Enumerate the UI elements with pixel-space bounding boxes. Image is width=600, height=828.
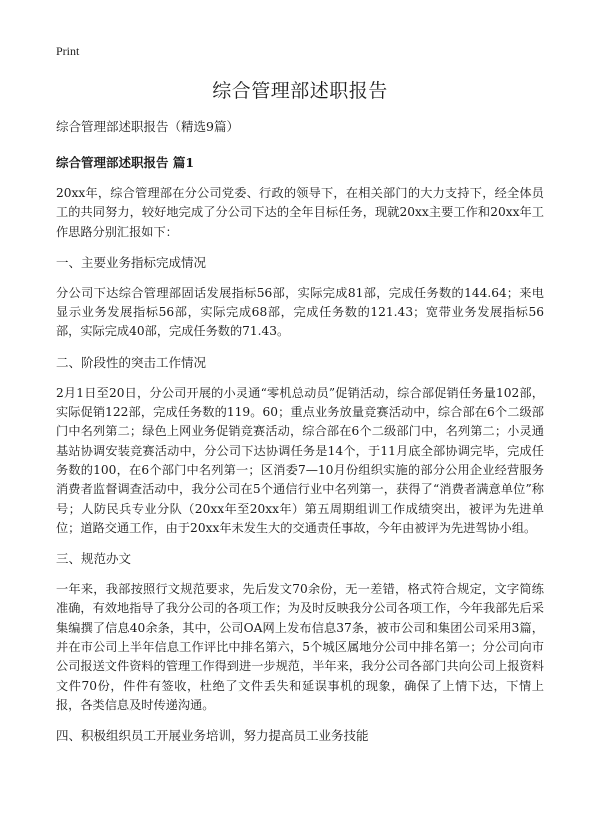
section-body-1: 分公司下达综合管理部固话发展指标56部，实际完成81部，完成任务数的144.64；来电显示业务发展指标56部，实际完成68部，完成任务数的121.43；宽带业务发展指标56部，实际完成40部，完成任务数的71.43。 [56, 285, 544, 339]
section-body-2: 2月1日至20日，分公司开展的小灵通“零机总动员”促销活动，综合部促销任务量102部，实际促销122部，完成任务数的119。60；重点业务放量竞赛活动中，综合部在6个二级部门中名列第二；绿色上网业务促销竞赛活动，综合部在6个二级部门中，名列第二；小灵通基站协调安装竞赛活动中，分公司下达协调任务是14个，于11月底全部协调完毕，完成任务数的100，在6个部门中名列第一；区消委7—10月份组织实施的部分公用企业经营服务消费者监督调查活动中，我分公司在5个通信行业中名列第一，获得了“消费者满意单位”称号；人防民兵专业分队（20xx年至20xx年）第五周期组训工作成绩突出，被评为先进单位；道路交通工作，由于20xx年未发生大的交通责任事故，今年由被评为先进驾协小组。 [56, 385, 544, 535]
document-title: 综合管理部述职报告 [212, 80, 388, 102]
section-heading-1: 一、主要业务指标完成情况 [56, 254, 207, 270]
section-body-3: 一年来，我部按照行文规范要求，先后发文70余份，无一差错，格式符合规定，文字简练准确，有效地指导了我分公司的各项工作；为及时反映我分公司各项工作，今年我部先后采集编撰了信息40余条，其中，公司OA网上发布信息37条，被市公司和集团公司采用3篇，并在市公司上半年信息工作评比中排名第六，5个城区属地分公司中排名第一；分公司向市公司报送文件资料的管理工作得到进一步规范，半年来，我分公司各部门共向公司上报资料文件70份，件件有签收，杜绝了文件丢失和延误事机的现象，确保了上情下达，下情上报，各类信息及时传递沟通。 [56, 582, 544, 712]
section-heading-2: 二、阶段性的突击工作情况 [56, 354, 207, 370]
intro-paragraph: 20xx年，综合管理部在分公司党委、行政的领导下，在相关部门的大力支持下，经全体员工的共同努力，较好地完成了分公司下达的全年目标任务，现就20xx主要工作和20xx年工作思路分别汇报如下： [56, 186, 544, 239]
section-heading-4: 四、积极组织员工开展业务培训，努力提高员工业务技能 [56, 728, 369, 744]
print-label[interactable]: Print [56, 44, 80, 58]
article-title: 综合管理部述职报告 篇1 [56, 155, 195, 170]
document-subtitle: 综合管理部述职报告（精选9篇） [56, 119, 239, 134]
section-heading-3: 三、规范办文 [56, 551, 132, 567]
